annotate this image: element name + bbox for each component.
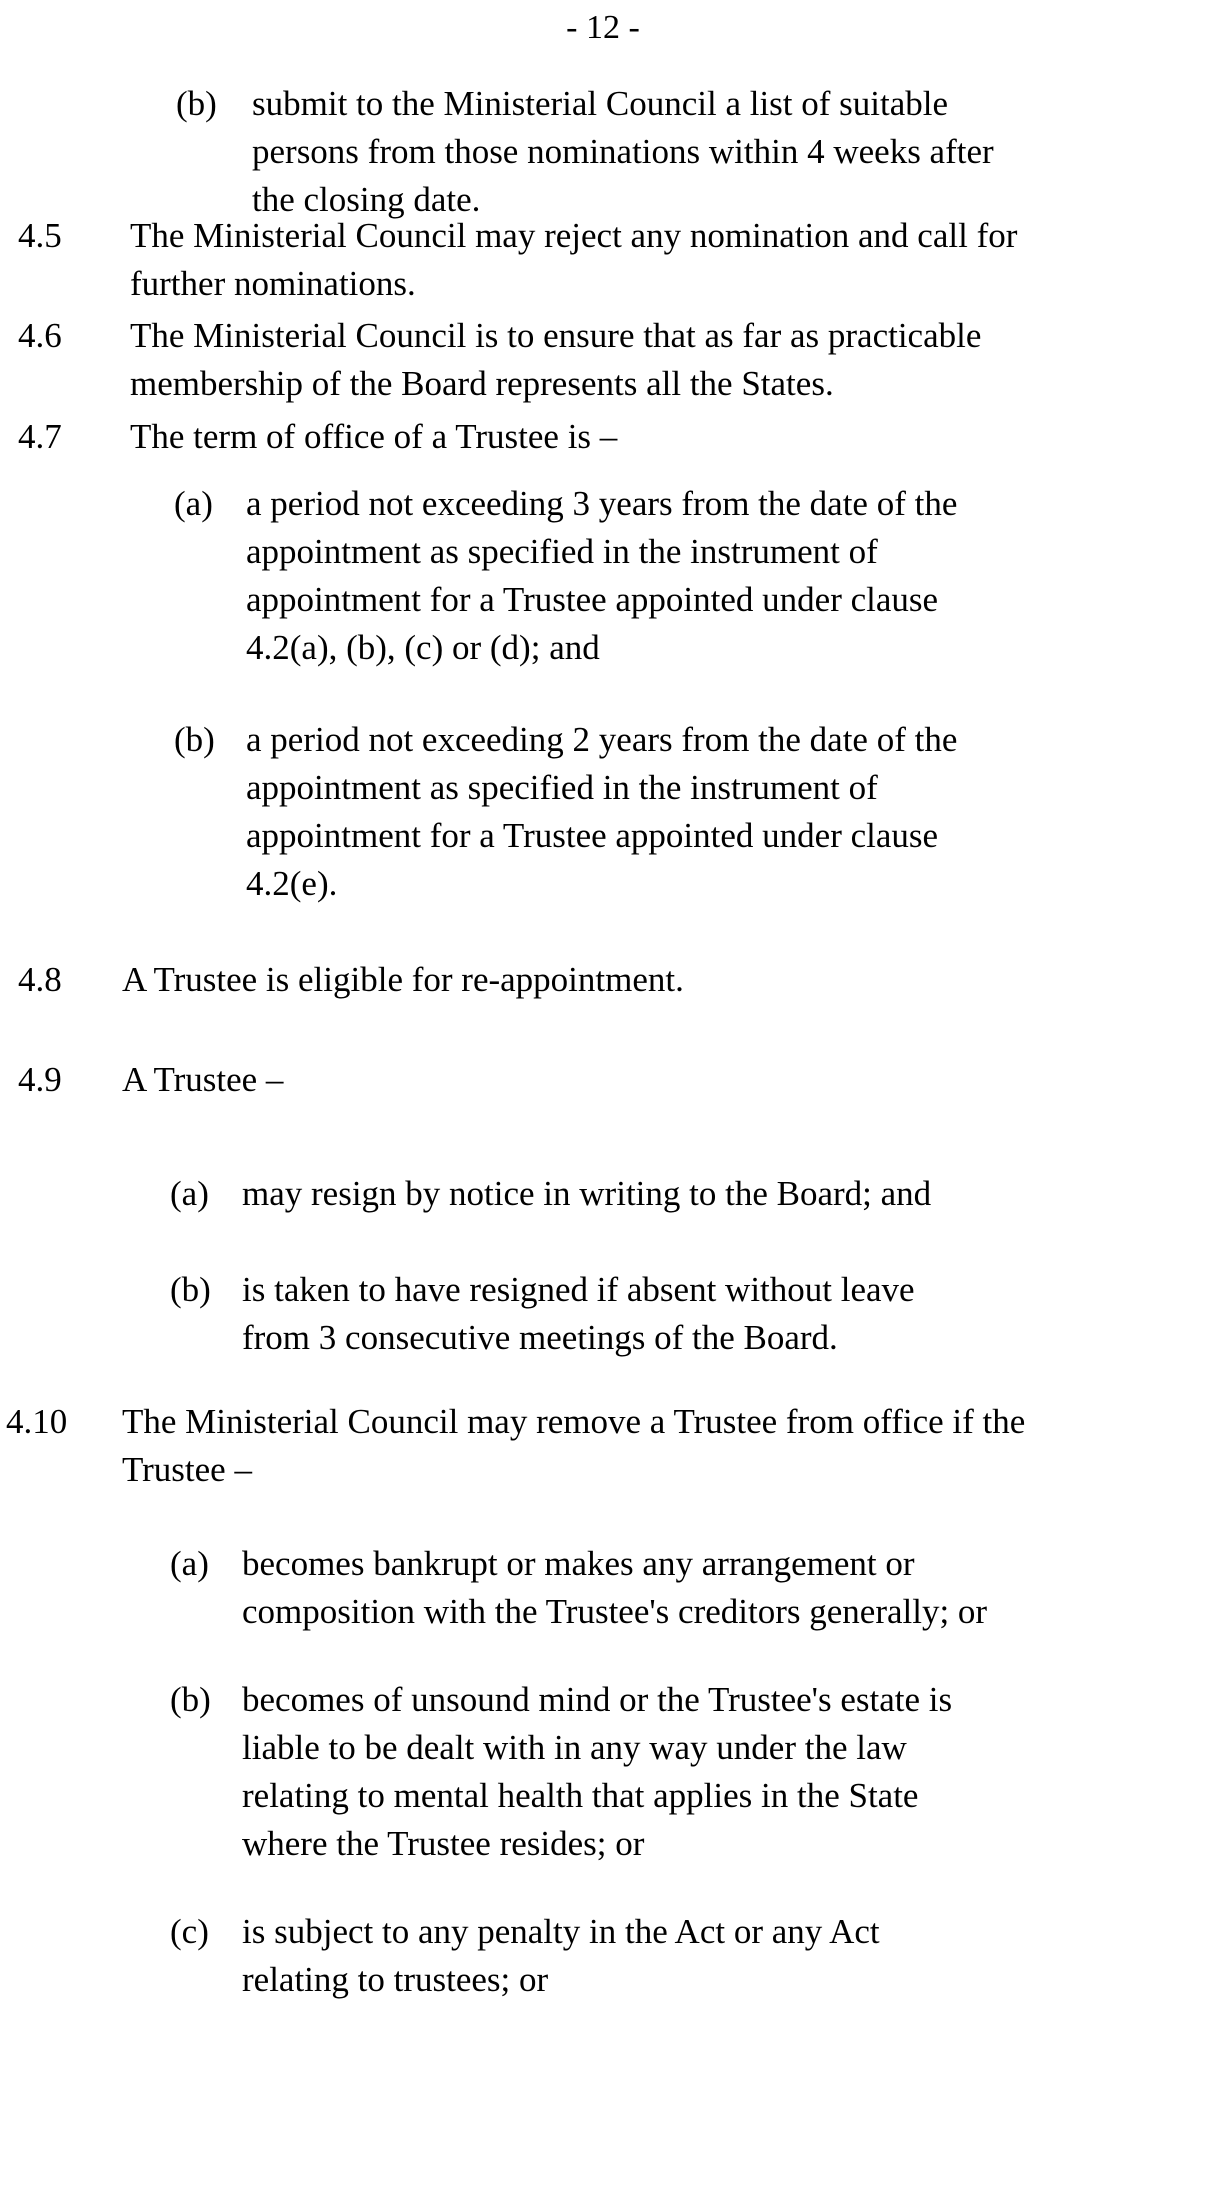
clause-text xyxy=(130,212,1190,308)
clause-text xyxy=(122,1398,1182,1494)
text-line: the closing date. xyxy=(252,180,481,219)
subclause-label: (a) xyxy=(170,1174,209,1213)
text-line: relating to trustees; or xyxy=(242,1960,549,1999)
text-line: further nominations. xyxy=(130,264,416,303)
text-line: where the Trustee resides; or xyxy=(242,1824,645,1863)
text-line: a period not exceeding 2 years from the date of the xyxy=(246,720,958,759)
clause-text xyxy=(122,956,1182,1004)
subclause-text xyxy=(246,480,1126,672)
subclause-text xyxy=(242,1540,1122,1636)
clause-text xyxy=(130,312,1190,408)
subclause-label: (b) xyxy=(174,720,215,759)
text-line: appointment for a Trustee appointed under clause xyxy=(246,580,939,619)
text-line: is taken to have resigned if absent without leave xyxy=(242,1270,915,1309)
subclause-label: (b) xyxy=(176,84,217,123)
text-line: The Ministerial Council may remove a Trustee from office if the xyxy=(122,1402,1026,1441)
subclause-label: (c) xyxy=(170,1912,209,1951)
subclause-text xyxy=(246,716,1126,908)
subclause-label: (a) xyxy=(170,1544,209,1583)
clause-number: 4.8 xyxy=(18,960,62,999)
text-line: relating to mental health that applies in the State xyxy=(242,1776,919,1815)
text-line: persons from those nominations within 4 weeks after xyxy=(252,132,994,171)
clause-number: 4.10 xyxy=(6,1402,68,1441)
text-line: 4.2(a), (b), (c) or (d); and xyxy=(246,628,600,667)
text-line: The Ministerial Council may reject any nomination and call for xyxy=(130,216,1018,255)
text-line: from 3 consecutive meetings of the Board. xyxy=(242,1318,838,1357)
text-line: A Trustee is eligible for re-appointment. xyxy=(122,960,684,999)
text-line: may resign by notice in writing to the Board; and xyxy=(242,1174,932,1213)
subclause-text xyxy=(242,1908,1122,2004)
text-line: Trustee – xyxy=(122,1450,252,1489)
clause-number: 4.6 xyxy=(18,316,62,355)
text-line: appointment as specified in the instrument of xyxy=(246,768,878,807)
text-line: submit to the Ministerial Council a list of suitable xyxy=(252,84,949,123)
text-line: becomes of unsound mind or the Trustee's estate is xyxy=(242,1680,953,1719)
subclause-text xyxy=(252,80,1132,224)
clause-number: 4.7 xyxy=(18,417,62,456)
text-line: appointment as specified in the instrument of xyxy=(246,532,878,571)
subclause-text xyxy=(242,1266,1122,1362)
text-line: composition with the Trustee's creditors generally; or xyxy=(242,1592,988,1631)
clause-number: 4.5 xyxy=(18,216,62,255)
text-line: becomes bankrupt or makes any arrangement or xyxy=(242,1544,915,1583)
clause-text xyxy=(122,1056,1182,1104)
text-line: A Trustee – xyxy=(122,1060,284,1099)
text-line: is subject to any penalty in the Act or any Act xyxy=(242,1912,880,1951)
subclause-text xyxy=(242,1676,1122,1868)
subclause-text xyxy=(242,1170,1122,1218)
subclause-label: (b) xyxy=(170,1680,211,1719)
text-line: a period not exceeding 3 years from the date of the xyxy=(246,484,958,523)
clause-number: 4.9 xyxy=(18,1060,62,1099)
page-number: - 12 - xyxy=(566,9,640,46)
text-line: membership of the Board represents all the States. xyxy=(130,364,834,403)
text-line: The Ministerial Council is to ensure that as far as practicable xyxy=(130,316,982,355)
text-line: liable to be dealt with in any way under the law xyxy=(242,1728,907,1767)
text-line: appointment for a Trustee appointed under clause xyxy=(246,816,939,855)
subclause-label: (b) xyxy=(170,1270,211,1309)
text-line: The term of office of a Trustee is – xyxy=(130,417,618,456)
text-line: 4.2(e). xyxy=(246,864,338,903)
subclause-label: (a) xyxy=(174,484,213,523)
clause-text xyxy=(130,413,1190,461)
